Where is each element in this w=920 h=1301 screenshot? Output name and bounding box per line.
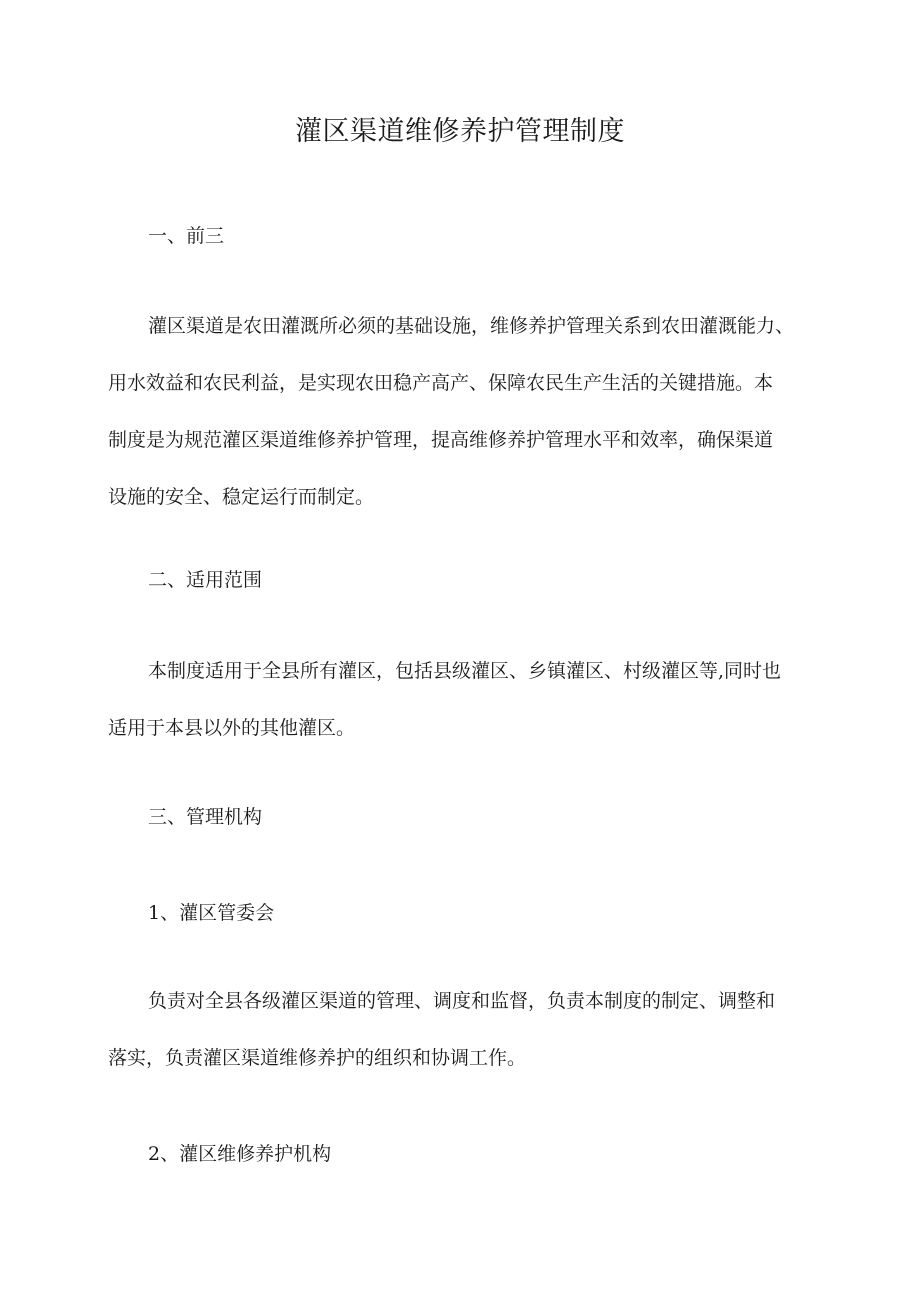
paragraph-committee [108, 973, 828, 1087]
paragraph-line: 灌区渠道是农田灌溉所必须的基础设施，维修养护管理关系到农田灌溉能力、 [148, 315, 795, 337]
document-title: 灌区渠道维修养护管理制度 [295, 116, 625, 147]
paragraph-preface [108, 298, 828, 526]
paragraph-line: 适用于本县以外的其他灌区。 [108, 717, 356, 739]
paragraph-line: 落实，负责灌区渠道维修养护的组织和协调工作。 [108, 1047, 527, 1069]
paragraph-line: 制度是为规范灌区渠道维修养护管理，提高维修养护管理水平和效率，确保渠道 [108, 429, 774, 451]
paragraph-scope [108, 643, 828, 757]
paragraph-line: 设施的安全、稳定运行而制定。 [108, 486, 375, 508]
section-heading-management: 三、管理机构 [148, 806, 263, 828]
subsection-heading-committee: 1、灌区管委会 [148, 902, 275, 924]
paragraph-line: 用水效益和农民利益，是实现农田稳产高产、保障农民生产生活的关键措施。本 [108, 372, 774, 394]
subsection-heading-maintenance-org: 2、灌区维修养护机构 [148, 1143, 332, 1165]
section-heading-preface: 一、前三 [148, 225, 225, 247]
section-heading-scope: 二、适用范围 [148, 569, 263, 591]
paragraph-line: 负责对全县各级灌区渠道的管理、调度和监督，负责本制度的制定、调整和 [148, 990, 776, 1012]
paragraph-line: 本制度适用于全县所有灌区，包括县级灌区、乡镇灌区、村级灌区等,同时也 [148, 660, 782, 682]
